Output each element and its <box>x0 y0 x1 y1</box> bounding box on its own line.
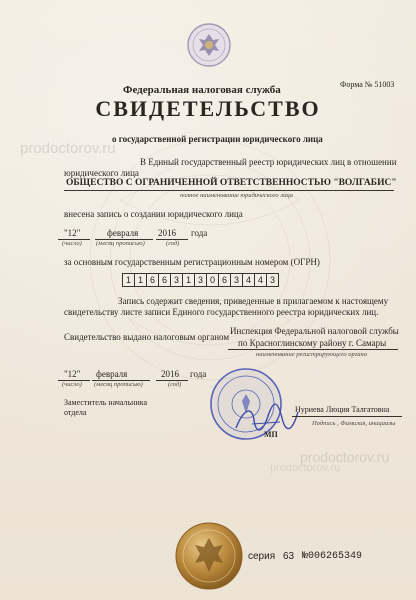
date2-day: "12" <box>64 369 81 379</box>
signer-position-line-2: отдела <box>64 408 87 417</box>
coat-of-arms-emblem-icon <box>186 22 232 68</box>
signer-position-line-1: Заместитель начальника <box>64 398 148 407</box>
date2-caption-day: (число) <box>62 381 82 388</box>
register-line-2: юридического лица <box>64 168 139 178</box>
issuer-line-1: Инспекция Федеральной налоговой службы <box>230 326 399 336</box>
date1-caption-year: (год) <box>166 240 180 247</box>
ogrn-number-cells <box>123 273 279 287</box>
company-name: ОБЩЕСТВО С ОГРАНИЧЕННОЙ ОТВЕТСТВЕННОСТЬЮ "ВОЛГАБИС" <box>66 178 397 188</box>
signature-caption: Подпись , Фамилия, инициалы <box>312 420 396 427</box>
ogrn-digit-cell: 3 <box>170 273 183 287</box>
document-title: СВИДЕТЕЛЬСТВО <box>95 96 321 121</box>
document-subtitle: о государственной регистрации юридического лица <box>112 134 323 144</box>
ogrn-digit-cell: 3 <box>266 273 279 287</box>
record-line-1: Запись содержит сведения, приведенные в прилагаемом к настоящему <box>118 296 389 306</box>
date1-suffix: года <box>191 228 208 238</box>
ogrn-digit-cell: 4 <box>254 273 267 287</box>
issuer-caption: наименование регистрирующего органа <box>256 351 368 358</box>
date2-year: 2016 <box>161 369 179 379</box>
ogrn-digit-cell: 1 <box>182 273 195 287</box>
ogrn-digit-cell: 6 <box>146 273 159 287</box>
watermark-lower: prodoctorov.ru <box>270 462 341 474</box>
register-line-1: В Единый государственный реестр юридических лиц в отношении <box>140 157 397 167</box>
ogrn-digit-cell: 3 <box>230 273 243 287</box>
signer-name-underline <box>292 416 402 417</box>
issuer-line-2: по Красноглинскому району г. Самары <box>238 338 387 348</box>
date1-month: февраля <box>107 228 139 238</box>
date2-month: февраля <box>96 369 128 379</box>
watermark-top: prodoctorov.ru <box>20 140 116 157</box>
date2-caption-month: (месяц прописью) <box>94 381 143 388</box>
seal-mark: МП <box>264 430 278 439</box>
issuer-underline <box>228 349 398 350</box>
ogrn-digit-cell: 4 <box>242 273 255 287</box>
series-label: серия <box>248 551 276 562</box>
ogrn-text: за основным государственным регистрационным номером (ОГРН) <box>64 257 320 267</box>
company-caption: полное наименование юридического лица <box>180 192 293 199</box>
date1-day: "12" <box>64 228 81 238</box>
service-name: Федеральная налоговая служба <box>123 84 281 96</box>
ogrn-digit-cell: 6 <box>158 273 171 287</box>
ogrn-digit-cell: 0 <box>206 273 219 287</box>
form-number: Форма № 51003 <box>340 80 395 89</box>
ogrn-digit-cell: 1 <box>134 273 147 287</box>
series-value: 63 <box>283 551 295 562</box>
entry-text: внесена запись о создании юридического лица <box>64 209 243 219</box>
date2-caption-year: (год) <box>168 381 182 388</box>
date1-caption-month: (месяц прописью) <box>96 240 145 247</box>
certificate-number: №006265349 <box>302 551 363 562</box>
ogrn-digit-cell: 6 <box>218 273 231 287</box>
watermark-middle: prodoctorov.ru <box>300 449 390 465</box>
date1-year: 2016 <box>158 228 176 238</box>
signer-name: Нуриева Люция Талгатовна <box>295 405 390 414</box>
date2-suffix: года <box>190 369 207 379</box>
company-underline <box>64 190 394 191</box>
issued-by-label: Свидетельство выдано налоговым органом <box>64 332 230 342</box>
record-line-2: свидетельству листе записи Единого государственного реестра юридических лиц. <box>64 307 379 317</box>
gold-seal-emblem-icon <box>173 520 245 592</box>
ogrn-digit-cell: 1 <box>122 273 135 287</box>
ogrn-digit-cell: 3 <box>194 273 207 287</box>
date1-caption-day: (число) <box>62 240 82 247</box>
